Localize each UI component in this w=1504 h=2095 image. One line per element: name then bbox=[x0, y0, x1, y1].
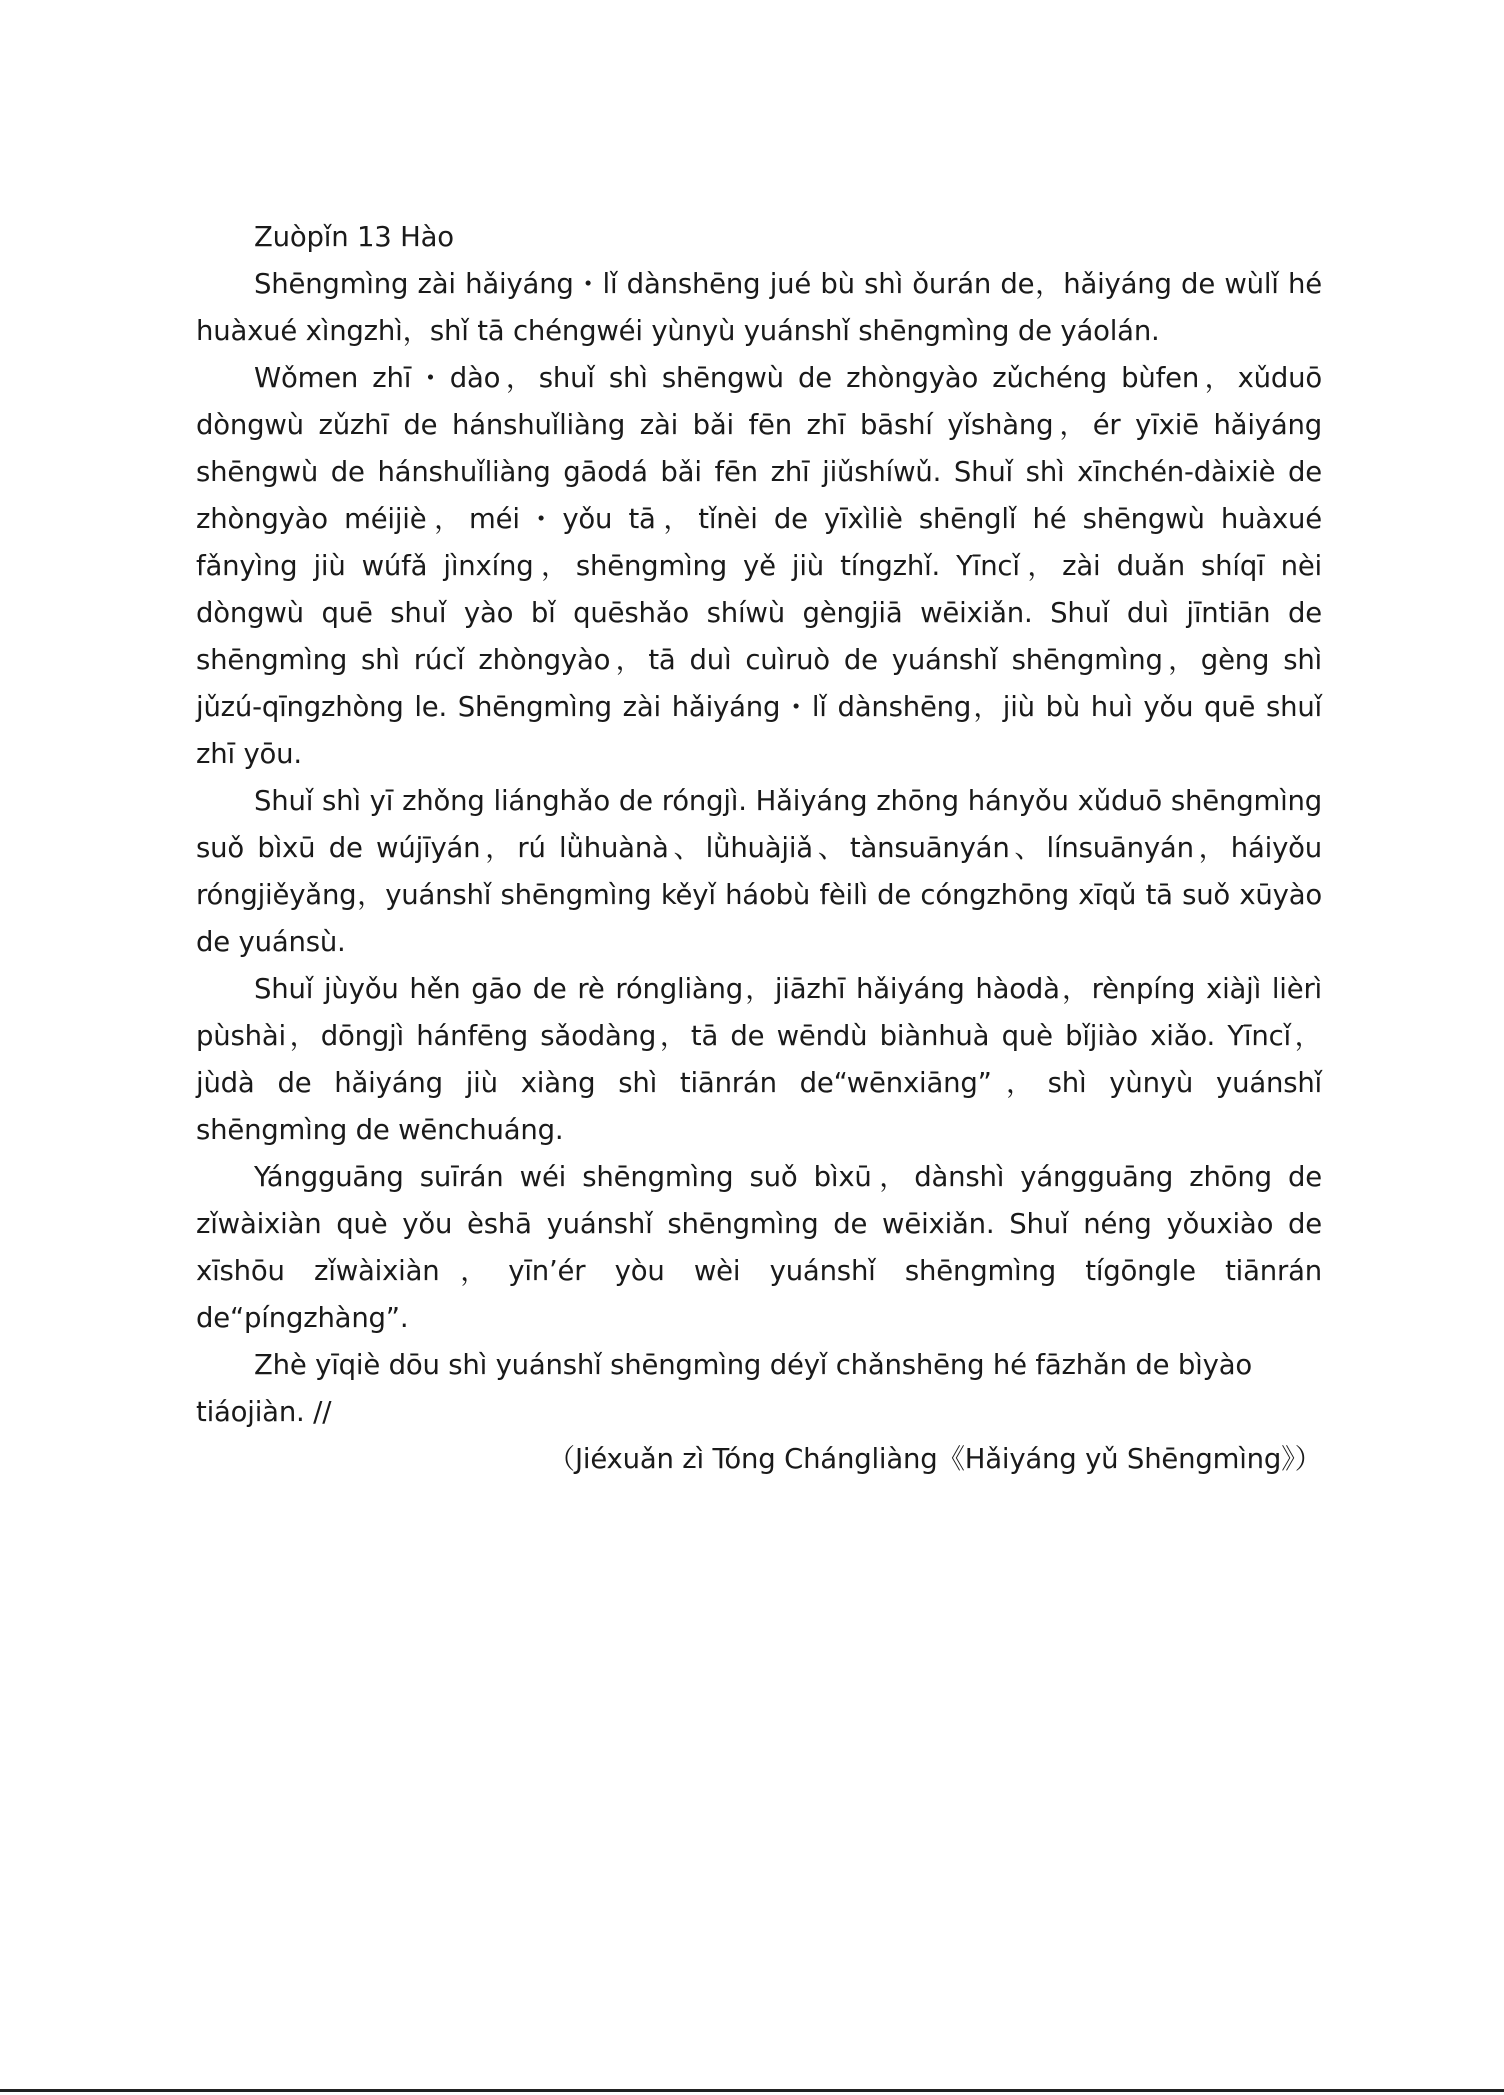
source-citation: （Jiéxuǎn zì Tóng Chángliàng《Hǎiyáng yǔ Shēngmìng》） bbox=[547, 1443, 1322, 1475]
document-body bbox=[196, 214, 1322, 1483]
bottom-border-line bbox=[0, 2089, 1504, 2092]
paragraph-2: Wǒmen zhī・dào，shuǐ shì shēngwù de zhòngyào zǔchéng bùfen，xǔduō dòngwù zǔzhī de hánshuǐliàng zài bǎi fēn zhī bāshí yǐshàng，ér yīxiē hǎiyáng shēngwù de hánshuǐliàng gāodá bǎi fēn zhī jiǔshíwǔ. Shuǐ shì xīnchén-dàixiè de zhòngyào méijiè，méi・yǒu tā，tǐnèi de yīxìliè shēnglǐ hé shēngwù huàxué fǎnyìng jiù wúfǎ jìnxíng，shēngmìng yě jiù tíngzhǐ. Yīncǐ，zài duǎn shíqī nèi dòngwù quē shuǐ yào bǐ quēshǎo shíwù gèngjiā wēixiǎn. Shuǐ duì jīntiān de shēngmìng shì rúcǐ zhòngyào，tā duì cuìruò de yuánshǐ shēngmìng，gèng shì jǔzú-qīngzhòng le. Shēngmìng zài hǎiyáng・lǐ dànshēng，jiù bù huì yǒu quē shuǐ zhī yōu. bbox=[196, 362, 1322, 770]
paragraph-3: Shuǐ shì yī zhǒng liánghǎo de róngjì. Hǎiyáng zhōng hányǒu xǔduō shēngmìng suǒ bìxū de wújīyán，rú lǜhuànà、lǜhuàjiǎ、tànsuānyán、línsuānyán，háiyǒu róngjiěyǎng，yuánshǐ shēngmìng kěyǐ háobù fèilì de cóngzhōng xīqǔ tā suǒ xūyào de yuánsù. bbox=[196, 785, 1322, 958]
paragraph-6: Zhè yīqiè dōu shì yuánshǐ shēngmìng déyǐ chǎnshēng hé fāzhǎn de bìyào tiáojiàn. // bbox=[196, 1349, 1252, 1428]
paragraph-1: Shēngmìng zài hǎiyáng・lǐ dànshēng jué bù shì ǒurán de，hǎiyáng de wùlǐ hé huàxué xìngzhì，shǐ tā chéngwéi yùnyù yuánshǐ shēngmìng de yáolán. bbox=[196, 268, 1322, 347]
paragraph-4: Shuǐ jùyǒu hěn gāo de rè róngliàng，jiāzhī hǎiyáng hàodà，rènpíng xiàjì lièrì pùshài，dōngjì hánfēng sǎodàng，tā de wēndù biànhuà què bǐjiào xiǎo. Yīncǐ，jùdà de hǎiyáng jiù xiàng shì tiānrán de“wēnxiāng”，shì yùnyù yuánshǐ shēngmìng de wēnchuáng. bbox=[196, 973, 1322, 1146]
work-title: Zuòpǐn 13 Hào bbox=[254, 221, 454, 253]
paragraph-5: Yángguāng suīrán wéi shēngmìng suǒ bìxū，dànshì yángguāng zhōng de zǐwàixiàn què yǒu èshā yuánshǐ shēngmìng de wēixiǎn. Shuǐ néng yǒuxiào de xīshōu zǐwàixiàn，yīn’ér yòu wèi yuánshǐ shēngmìng tígōngle tiānrán de“píngzhàng”. bbox=[196, 1161, 1322, 1334]
